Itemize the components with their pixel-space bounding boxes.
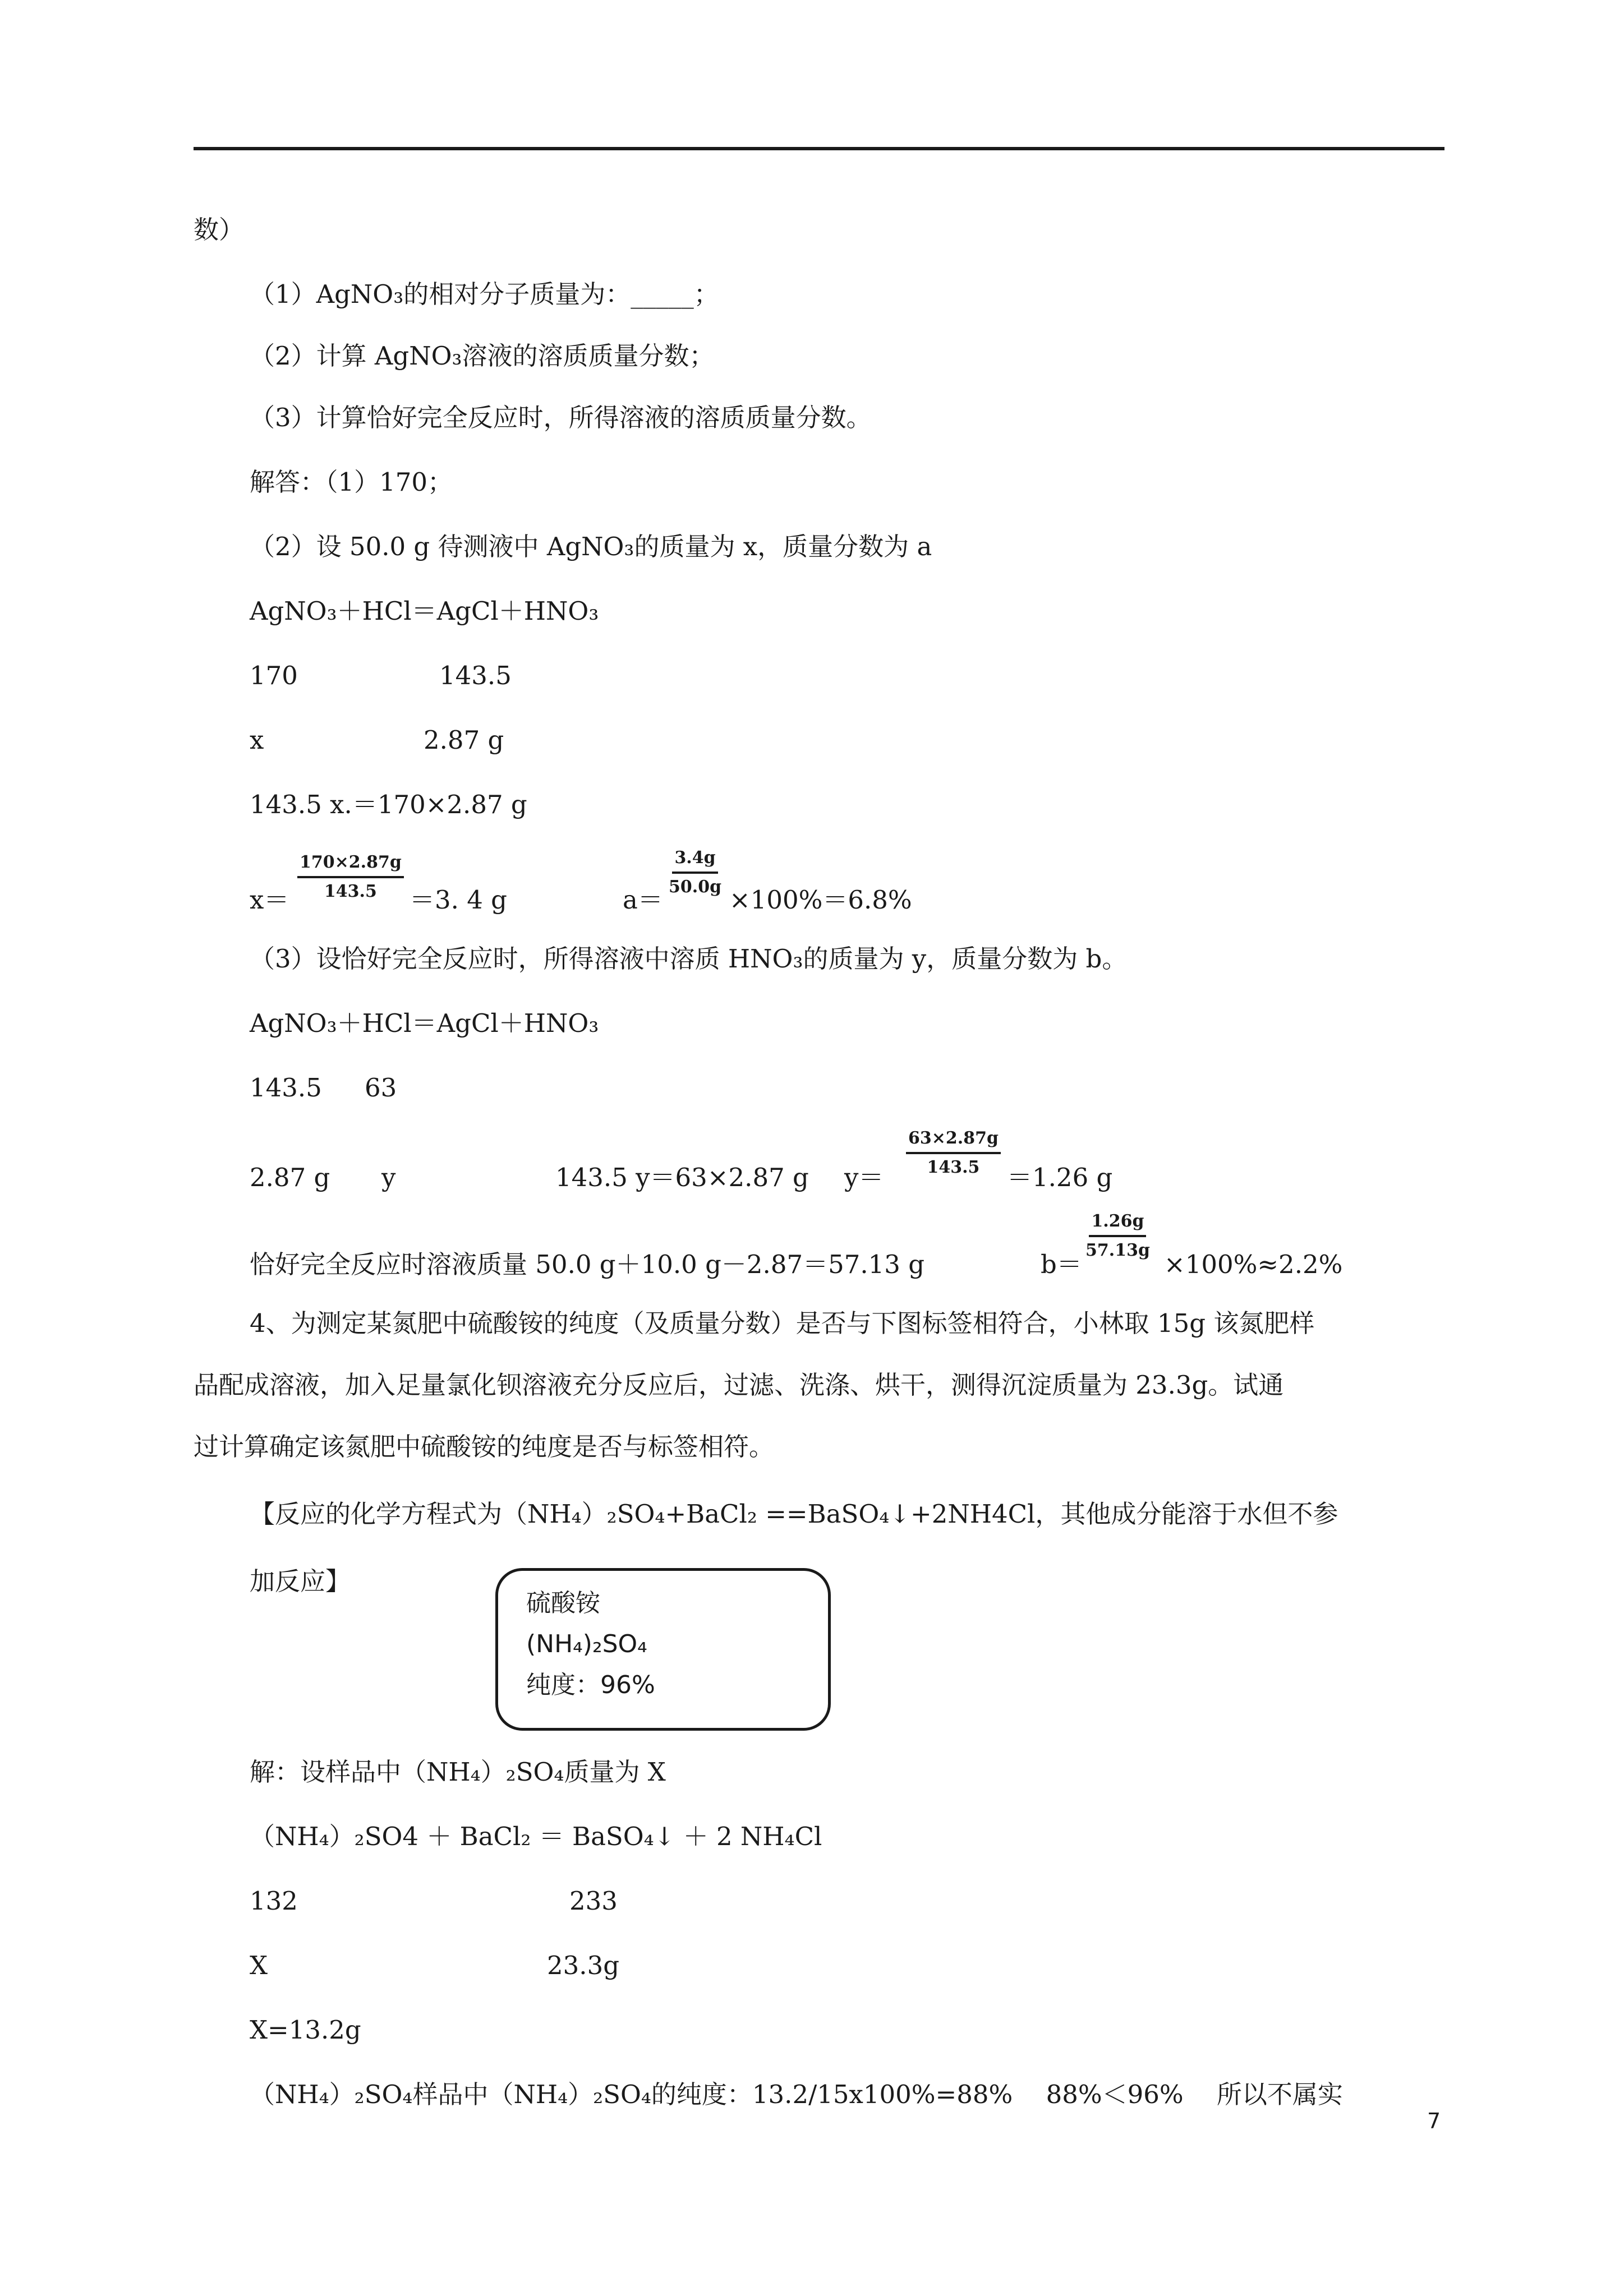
fraction-denominator: 57.13g [1085,1241,1150,1260]
fraction-y [906,1127,1001,1179]
question-2: （2）计算 AgNO₃溶液的溶质质量分数； [250,341,715,371]
question-1: （1）AgNO₃的相对分子质量为：_____； [250,279,719,309]
fraction-denominator: 50.0g [669,877,722,897]
x-value: X=13.2g [250,2015,361,2045]
molar-mass: 143.5 [250,1073,322,1103]
unknown-row: 2.87 g [424,725,504,755]
solution-setup: 解：设样品中（NH₄）₂SO₄质量为 X [250,1757,666,1787]
question-3: （3）计算恰好完全反应时，所得溶液的溶质质量分数。 [250,403,872,432]
reaction-note: 【反应的化学方程式为（NH₄）₂SO₄+BaCl₂ ==BaSO₄↓+2NH4Cl，其他成分能溶于水但不参 [250,1499,1338,1529]
solution-mass: 恰好完全反应时溶液质量 50.0 g＋10.0 g－2.87＝57.13 g [250,1250,925,1279]
fraction-denominator: 143.5 [324,882,377,901]
molar-mass: 63 [365,1073,397,1103]
b-result-value: ×100%≈2.2% [1164,1250,1343,1279]
equation: AgNO₃＋HCl＝AgCl＋HNO₃ [250,1008,599,1038]
equation: （NH₄）₂SO4 ＋ BaCl₂ ＝ BaSO₄↓ ＋ 2 NH₄Cl [250,1822,822,1851]
unknown-row: x [250,725,264,755]
unknown-row: X [250,1951,268,1980]
fraction-denominator: 143.5 [927,1158,980,1177]
molar-mass: 143.5 [439,661,512,690]
proportion: 143.5 x.＝170×2.87 g [250,790,527,819]
label-name: 硫酸铵 [526,1589,600,1617]
page-number: 7 [1427,2109,1441,2133]
fraction-a [669,847,721,898]
fraction-numerator: 1.26g [1089,1210,1146,1237]
reaction-note: 加反应】 [250,1566,351,1596]
fraction-numerator: 63×2.87g [906,1127,1001,1154]
problem-4: 4、为测定某氮肥中硫酸铵的纯度（及质量分数）是否与下图标签相符合，小林取 15g 该氮肥样 [250,1308,1315,1338]
problem-4: 品配成溶液，加入足量氯化钡溶液充分反应后，过滤、洗涤、烘干，测得沉淀质量为 23.3g。试通 [194,1370,1284,1400]
molar-mass: 233 [569,1886,618,1916]
equation: AgNO₃＋HCl＝AgCl＋HNO₃ [250,596,599,626]
y-result-value: ＝1.26 g [1007,1163,1113,1192]
label-formula: (NH₄)₂SO₄ [526,1630,647,1658]
y-result-label: y＝ [844,1163,884,1192]
proportion: 143.5 y＝63×2.87 g [555,1163,809,1192]
answer-1: 解答：（1）170； [250,467,453,497]
b-result-label: b＝ [1041,1250,1082,1279]
fraction-x [297,851,404,903]
molar-mass: 132 [250,1886,298,1916]
fraction-numerator: 170×2.87g [297,851,404,878]
x-result-value: ＝3. 4 g [410,885,507,915]
fraction-numerator: 3.4g [672,847,717,874]
header-rule [194,147,1444,150]
fraction-b [1085,1210,1150,1262]
purity-conclusion: （NH₄）₂SO₄样品中（NH₄）₂SO₄的纯度：13.2/15x100%=88% 88%＜96% 所以不属实 [250,2080,1343,2109]
fertilizer-label [495,1568,831,1731]
text-line: 数） [194,215,245,245]
a-result-value: ×100%＝6.8% [729,885,912,915]
unknown-row: 23.3g [547,1951,620,1980]
molar-mass: 170 [250,661,298,690]
answer-2-setup: （2）设 50.0 g 待测液中 AgNO₃的质量为 x，质量分数为 a [250,532,932,561]
x-result-label: x＝ [250,885,289,915]
answer-3-setup: （3）设恰好完全反应时，所得溶液中溶质 HNO₃的质量为 y，质量分数为 b。 [250,944,1128,974]
problem-4: 过计算确定该氮肥中硫酸铵的纯度是否与标签相符。 [194,1432,775,1461]
label-purity: 纯度：96% [526,1671,655,1699]
unknown-row: y [381,1163,396,1192]
a-result-label: a＝ [623,885,663,915]
unknown-row: 2.87 g [250,1163,330,1192]
